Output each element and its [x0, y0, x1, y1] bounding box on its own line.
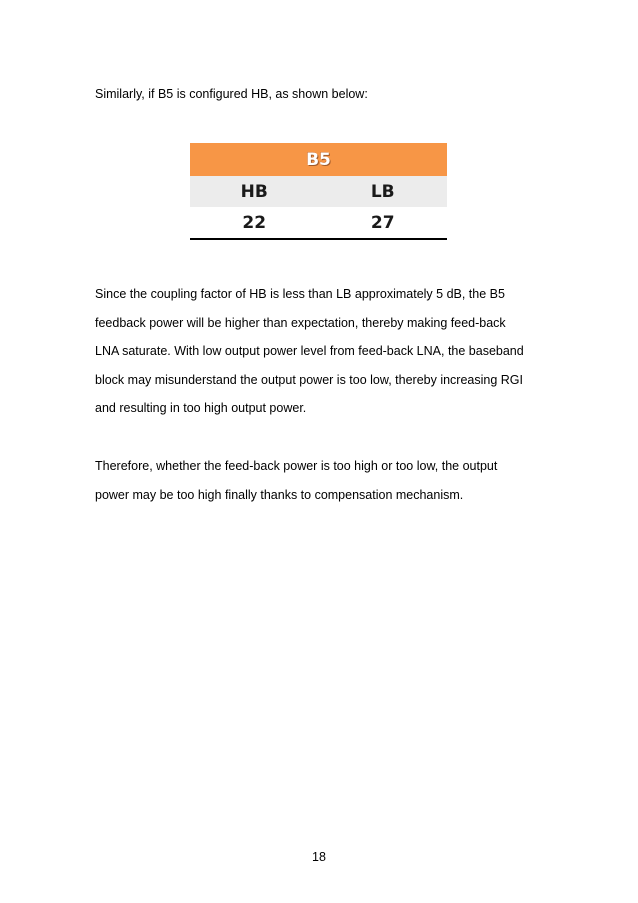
intro-sentence: Similarly, if B5 is configured HB, as shown below:: [95, 87, 368, 101]
column-header-hb: HB: [240, 181, 268, 202]
column-header-lb: LB: [370, 181, 395, 202]
table-column-headers: [190, 176, 447, 207]
value-hb: 22: [242, 212, 267, 233]
page-number: 18: [312, 850, 326, 864]
paragraph-line: block may misunderstand the output power is too low, thereby increasing RGI: [95, 372, 523, 387]
table-header-label: B5: [306, 149, 331, 170]
paragraph-line: Since the coupling factor of HB is less than LB approximately 5 dB, the B5: [95, 287, 505, 301]
paragraph-conclusion: [95, 452, 555, 509]
b5-table: [190, 143, 447, 240]
paragraph-line: power may be too high finally thanks to compensation mechanism.: [95, 487, 464, 502]
value-lb: 27: [370, 212, 395, 233]
paragraph-line: LNA saturate. With low output power level from feed-back LNA, the baseband: [95, 344, 524, 359]
table-header: [190, 143, 447, 176]
table-row: [190, 207, 447, 240]
paragraph-coupling-explanation: [95, 280, 555, 423]
paragraph-line: feedback power will be higher than expectation, thereby making feed-back: [95, 315, 506, 330]
paragraph-line: Therefore, whether the feed-back power is too high or too low, the output: [95, 459, 498, 473]
paragraph-line: and resulting in too high output power.: [95, 401, 307, 416]
